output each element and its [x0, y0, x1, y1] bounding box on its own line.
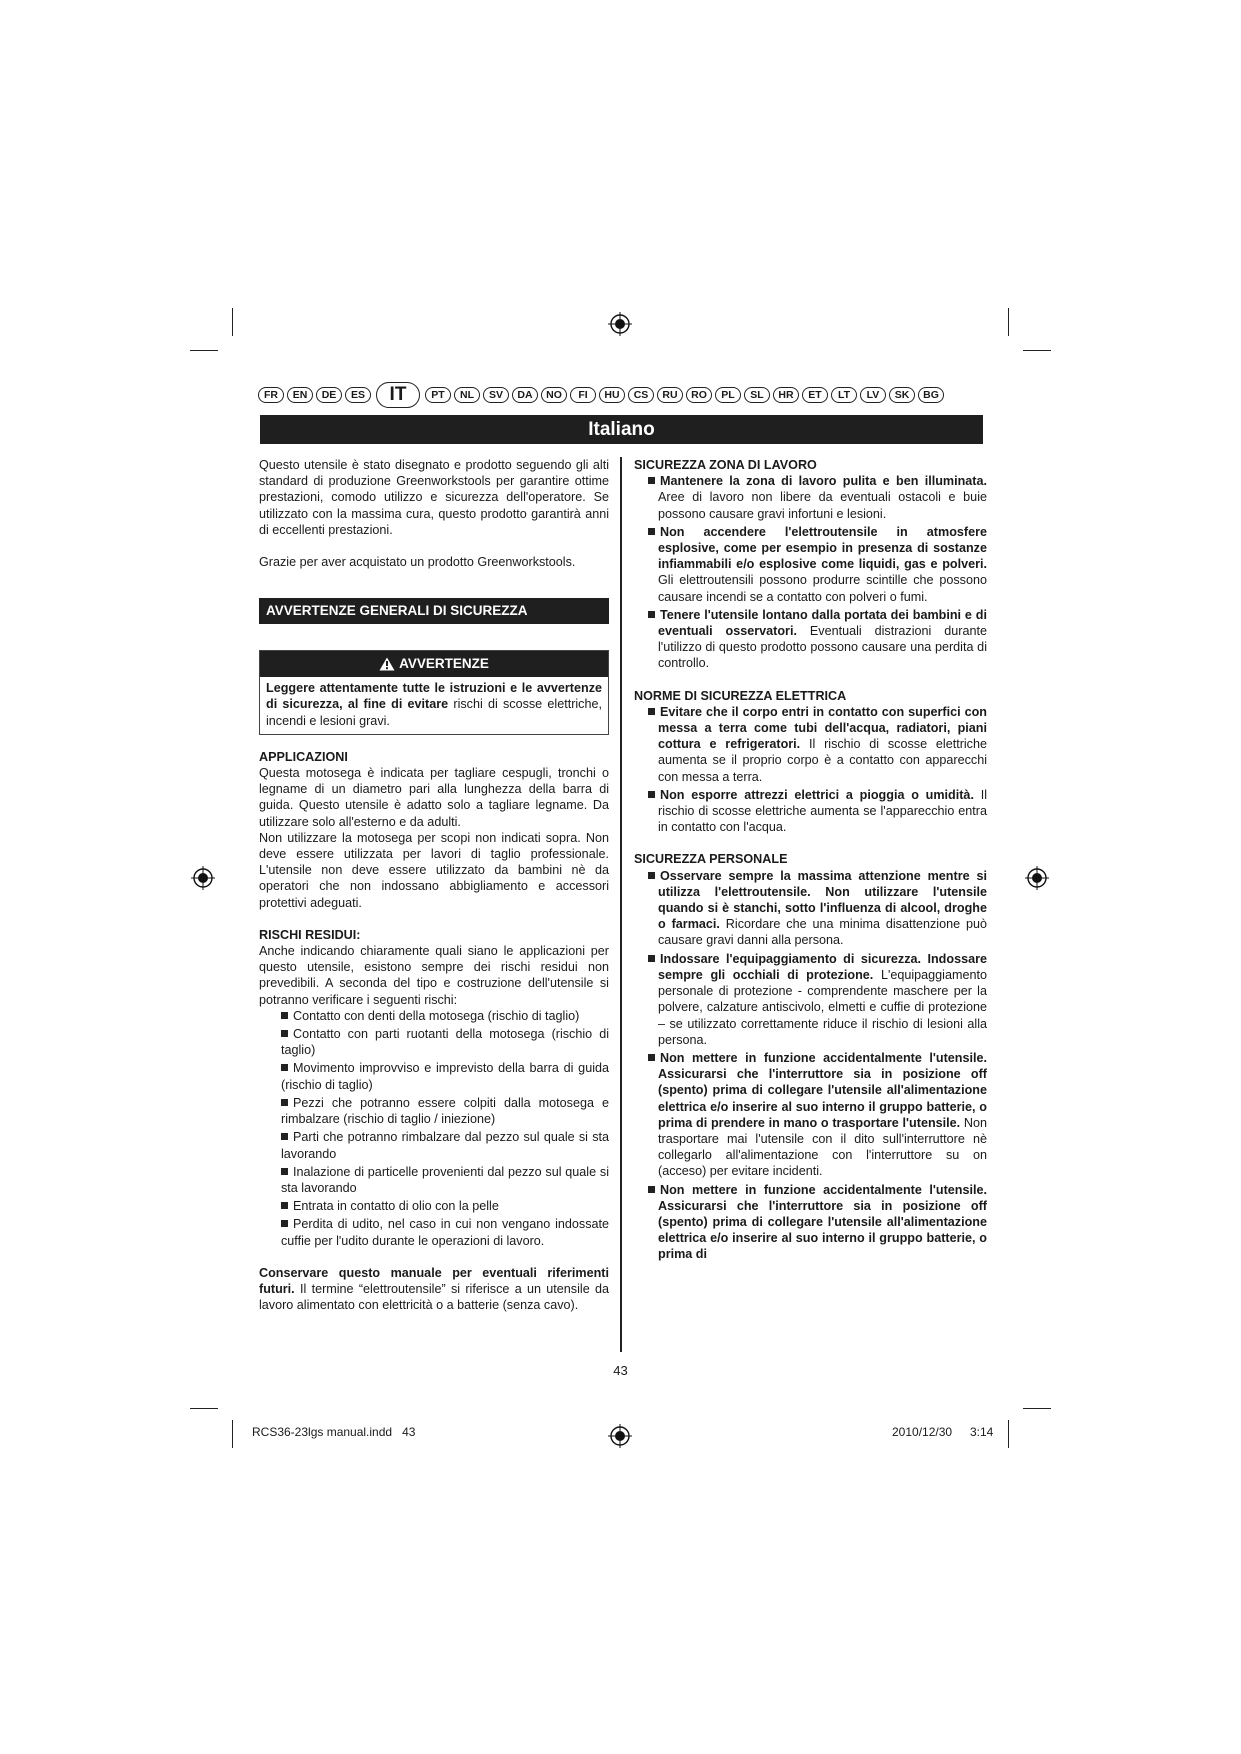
list-item — [281, 1198, 609, 1214]
crop-mark — [1008, 308, 1009, 336]
registration-mark-icon — [1025, 866, 1049, 890]
right-column — [634, 457, 987, 1265]
list-item — [281, 1216, 609, 1248]
bullet-square-icon — [281, 1133, 288, 1140]
list-item-text: Eventuali distrazioni durante l'utilizzo di questo prodotto possono causare una perdita di controllo. — [658, 624, 987, 671]
warning-box-header — [260, 651, 608, 677]
bullet-square-icon — [648, 477, 655, 484]
language-tab-lv[interactable]: LV — [860, 387, 886, 403]
language-tab-sl[interactable]: SL — [744, 387, 770, 403]
page-number: 43 — [613, 1363, 628, 1378]
language-tab-pt[interactable]: PT — [425, 387, 451, 403]
applications-text: Questa motosega è indicata per tagliare cespugli, tronchi o legname di un diametro pari alla lunghezza della barra di guida. Questo utensile è adatto solo a tagliare legname. Da utilizzare solo all'esterno e da adulti. — [259, 766, 609, 829]
list-item-text: Entrata in contatto di olio con la pelle — [293, 1199, 499, 1214]
bullet-square-icon — [648, 611, 655, 618]
language-tab-hr[interactable]: HR — [773, 387, 799, 403]
bullet-square-icon — [648, 528, 655, 535]
bullet-square-icon — [281, 1220, 288, 1227]
crop-mark — [232, 1420, 233, 1448]
list-item — [634, 607, 987, 672]
residual-risks-list — [259, 1008, 609, 1249]
residual-risks-heading: RISCHI RESIDUI: — [259, 927, 361, 942]
list-item-bold: Indossare l'equipaggiamento di sicurezza. Indossare sempre gli occhiali di protezione. — [658, 951, 987, 982]
list-item — [281, 1026, 609, 1058]
warning-triangle-icon — [379, 657, 395, 671]
list-item-text: Gli elettroutensili possono produrre scintille che possono causare incendi se a contatto con polveri o fumi. — [658, 573, 987, 604]
personal-list — [634, 868, 987, 1263]
keep-manual-bold: Conservare questo manuale per eventuali riferimenti futuri. — [259, 1265, 609, 1296]
list-item-text: Inalazione di particelle provenienti dal pezzo sul quale si sta lavorando — [281, 1164, 609, 1195]
bullet-square-icon — [281, 1030, 288, 1037]
language-tab-sv[interactable]: SV — [483, 387, 509, 403]
language-tab-cs[interactable]: CS — [628, 387, 654, 403]
list-item — [281, 1008, 609, 1024]
crop-mark — [190, 1408, 218, 1409]
list-item-bold: Non mettere in funzione accidentalmente l'utensile. Assicurarsi che l'interruttore sia in posizione off (spento) prima di collegare l'utensile all'alimentazione elettrica e/o inserire al suo interno il gruppo batterie, o prima di prendere in mano o trasportare l'utensile. — [658, 1050, 987, 1130]
bullet-square-icon — [648, 955, 655, 962]
list-item — [634, 1182, 987, 1263]
keep-manual-paragraph — [259, 1265, 609, 1314]
list-item — [281, 1129, 609, 1161]
list-item-text: Il rischio di scosse elettriche aumenta se il proprio corpo è a contatto con apparecchi con messa a terra. — [658, 737, 987, 784]
crop-mark — [1023, 1408, 1051, 1409]
list-item-text: Il rischio di scosse elettriche aumenta se l'apparecchio entra in contatto con l'acqua. — [658, 787, 988, 835]
list-item-text: Ricordare che una minima disattenzione può causare gravi danni alla persona. — [658, 917, 988, 948]
registration-mark-icon — [608, 312, 632, 336]
list-item-text: Non trasportare mai l'utensile con il dito sull'interruttore nè collegarlo all'alimentazione con l'interruttore su on (acceso) per evitare incidenti. — [658, 1115, 987, 1179]
list-item-text: Contatto con parti ruotanti della motosega (rischio di taglio) — [281, 1027, 609, 1058]
list-item-text: Pezzi che potranno essere colpiti dalla motosega e rimbalzare (rischio di taglio / iniezione) — [281, 1095, 609, 1127]
language-tab-sk[interactable]: SK — [889, 387, 915, 403]
bullet-square-icon — [648, 791, 655, 798]
page-title: Italiano — [260, 415, 983, 444]
warning-box-rest: rischi di scosse elettriche, incendi e lesioni gravi. — [266, 697, 602, 728]
column-divider — [620, 457, 622, 1352]
language-tab-ro[interactable]: RO — [686, 387, 712, 403]
personal-heading: SICUREZZA PERSONALE — [634, 852, 788, 867]
crop-mark — [1023, 350, 1051, 351]
language-tab-bg[interactable]: BG — [918, 387, 944, 403]
bullet-square-icon — [648, 708, 655, 715]
list-item-bold: Evitare che il corpo entri in contatto con superfici con messa a terra come tubi dell'acqua, radiatori, piani cottura e refrigeratori. — [658, 704, 987, 752]
list-item-bold: Mantenere la zona di lavoro pulita e ben illuminata. — [660, 474, 987, 489]
thanks-paragraph: Grazie per aver acquistato un prodotto Greenworkstools. — [259, 555, 576, 570]
list-item-text: Contatto con denti della motosega (rischio di taglio) — [293, 1008, 580, 1023]
crop-mark — [232, 308, 233, 336]
list-item-text: Parti che potranno rimbalzare dal pezzo sul quale si sta lavorando — [281, 1130, 609, 1161]
language-tab-fr[interactable]: FR — [258, 387, 284, 403]
list-item — [634, 1050, 987, 1180]
list-item-bold: Non esporre attrezzi elettrici a pioggia o umidità. — [660, 787, 974, 802]
bullet-square-icon — [281, 1099, 288, 1106]
language-bar — [258, 384, 984, 406]
list-item-bold: Non accendere l'elettroutensile in atmosfere esplosive, come per esempio in presenza di sostanze infiammabili e/o esplosive come liquidi, gas e polveri. — [658, 524, 987, 572]
bullet-square-icon — [648, 1186, 655, 1193]
footer-time: 3:14 — [970, 1425, 994, 1439]
applications-text-2: Non utilizzare la motosega per scopi non indicati sopra. Non deve essere utilizzata per lavori di taglio professionale. L'utensile non deve essere utilizzato da bambini nè da operatori che non indossano abbigliamento e accessori protettivi adeguati. — [259, 830, 609, 910]
language-tab-de[interactable]: DE — [316, 387, 342, 403]
language-tab-fi[interactable]: FI — [570, 387, 596, 403]
residual-risks-text: Anche indicando chiaramente quali siano le applicazioni per questo utensile, esistono sempre dei rischi residui non prevedibili. A seconda del tipo e costruzione dell'utensile si potranno verificare i seguenti rischi: — [259, 944, 609, 1007]
language-tab-nl[interactable]: NL — [454, 387, 480, 403]
left-column — [259, 457, 609, 1313]
list-item-text: Perdita di udito, nel caso in cui non vengano indossate cuffie per l'udito durante le operazioni di lavoro. — [281, 1217, 609, 1248]
list-item-bold: Non mettere in funzione accidentalmente l'utensile. Assicurarsi che l'interruttore sia in posizione off (spento) prima di collegare l'utensile all'alimentazione elettrica e/o inserire al suo interno il gruppo batterie, o prima di — [658, 1182, 987, 1262]
crop-mark — [190, 350, 218, 351]
language-tab-hu[interactable]: HU — [599, 387, 625, 403]
bullet-square-icon — [648, 872, 655, 879]
list-item-text: Movimento improvviso e imprevisto della barra di guida (rischio di taglio) — [281, 1061, 609, 1092]
registration-mark-icon — [608, 1424, 632, 1448]
language-tab-et[interactable]: ET — [802, 387, 828, 403]
bullet-square-icon — [281, 1168, 288, 1175]
list-item-text: Aree di lavoro non libere da eventuali ostacoli e buie possono causare gravi infortuni e lesioni. — [658, 490, 987, 521]
intro-paragraph: Questo utensile è stato disegnato e prodotto seguendo gli alti standard di produzione Greenworkstools per garantire ottime prestazioni, comodo utilizzo e sicurezza dell'operatore. Se utilizzato con la massima cura, questo prodotto garantirà anni di eccellenti prestazioni. — [259, 458, 609, 537]
bullet-square-icon — [281, 1202, 288, 1209]
list-item — [281, 1095, 609, 1127]
electrical-heading: NORME DI SICUREZZA ELETTRICA — [634, 688, 847, 703]
general-warning-header: AVVERTENZE GENERALI DI SICUREZZA — [259, 598, 609, 624]
list-item — [634, 787, 987, 836]
language-tab-lt[interactable]: LT — [831, 387, 857, 403]
list-item — [634, 951, 987, 1048]
language-tab-en[interactable]: EN — [287, 387, 313, 403]
language-tab-es[interactable]: ES — [345, 387, 371, 403]
keep-manual-rest: Il termine “elettroutensile” si riferisce a un utensile da lavoro alimentato con elettricità o a batterie (senza cavo). — [259, 1281, 609, 1313]
applications-heading: APPLICAZIONI — [259, 749, 348, 764]
list-item-bold: Osservare sempre la massima attenzione mentre si utilizza l'elettroutensile. Non utilizzare l'utensile quando si è stanchi, sotto l'influenza di alcool, droghe o farmaci. — [658, 868, 987, 932]
bullet-square-icon — [281, 1064, 288, 1071]
language-tab-no[interactable]: NO — [541, 387, 567, 403]
bullet-square-icon — [648, 1054, 655, 1061]
list-item — [281, 1060, 609, 1092]
warning-box-text — [260, 677, 608, 734]
warning-box-title: AVVERTENZE — [399, 656, 489, 672]
list-item — [634, 473, 987, 522]
list-item — [634, 524, 987, 605]
bullet-square-icon — [281, 1012, 288, 1019]
crop-mark — [1008, 1420, 1009, 1448]
work-area-heading: SICUREZZA ZONA DI LAVORO — [634, 458, 817, 472]
footer-date: 2010/12/30 — [892, 1425, 953, 1439]
footer-filename: RCS36-23lgs manual.indd 43 — [252, 1425, 416, 1439]
language-tab-da[interactable]: DA — [512, 387, 538, 403]
language-tab-pl[interactable]: PL — [715, 387, 741, 403]
warning-box — [259, 650, 609, 735]
registration-mark-icon — [191, 866, 215, 890]
list-item — [281, 1164, 609, 1196]
language-tab-it[interactable]: IT — [376, 382, 420, 408]
language-tab-ru[interactable]: RU — [657, 387, 683, 403]
list-item-text: L'equipaggiamento personale di protezione - comprendente maschere per la polvere, calzature antiscivolo, elmetti e cuffie di protezione – se utilizzato correttamente riduce il rischio di lesioni alla persona. — [658, 967, 987, 1047]
electrical-list — [634, 704, 987, 836]
warning-box-bold: Leggere attentamente tutte le istruzioni e le avvertenze di sicurezza, al fine di evitare — [266, 681, 602, 712]
list-item — [634, 868, 987, 949]
work-area-list — [634, 473, 987, 671]
list-item — [634, 704, 987, 785]
list-item-bold: Tenere l'utensile lontano dalla portata dei bambini e di eventuali osservatori. — [658, 607, 987, 639]
